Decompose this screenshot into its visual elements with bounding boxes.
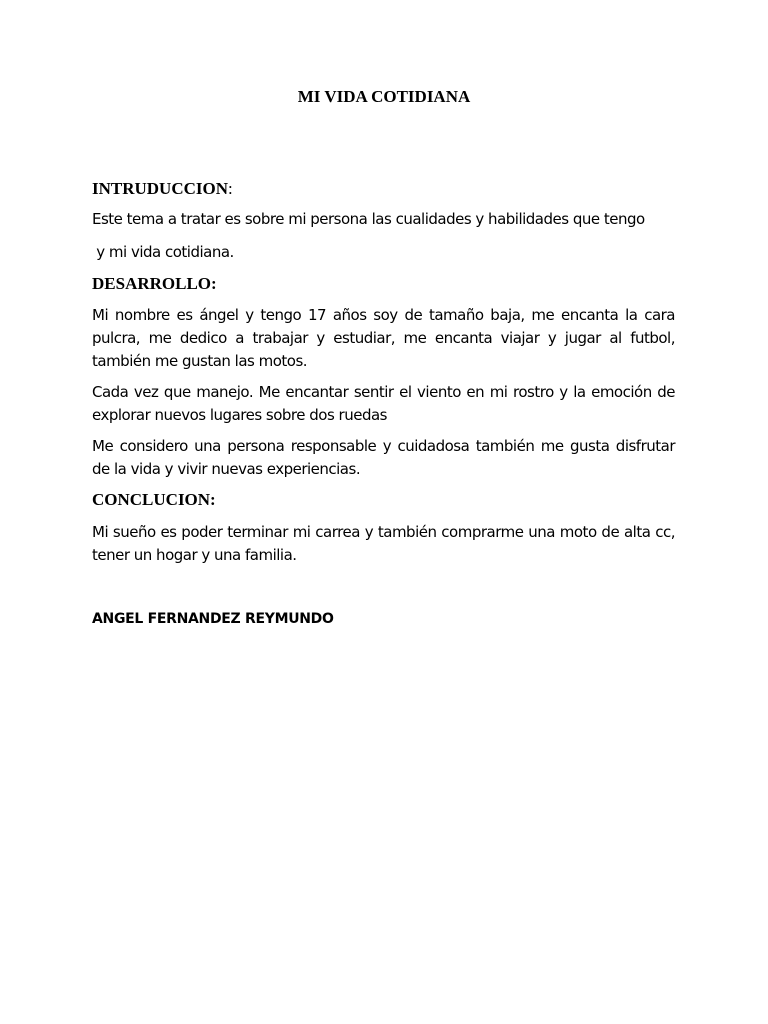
conclusion-heading: CONCLUCION: bbox=[92, 490, 216, 509]
intro-heading bbox=[92, 178, 233, 200]
intro-line-1: Este tema a tratar es sobre mi persona las cualidades y habilidades que tengo bbox=[92, 210, 645, 228]
intro-heading-text: INTRUDUCCION bbox=[92, 179, 229, 198]
intro-heading-colon: : bbox=[228, 179, 233, 198]
author-signature: ANGEL FERNANDEZ REYMUNDO bbox=[92, 611, 334, 627]
conclusion-paragraph: Mi sueño es poder terminar mi carrea y también comprarme una moto de alta cc, tener un hogar y una familia. bbox=[92, 523, 675, 564]
document-title: MI VIDA COTIDIANA bbox=[297, 87, 471, 106]
development-paragraph-2: Cada vez que manejo. Me encantar sentir el viento en mi rostro y la emoción de explorar nuevos lugares sobre dos ruedas bbox=[92, 383, 675, 424]
development-heading: DESARROLLO: bbox=[92, 274, 217, 293]
development-paragraph-3: Me considero una persona responsable y cuidadosa también me gusta disfrutar de la vida y vivir nuevas experiencias. bbox=[92, 437, 675, 478]
development-paragraph-1: Mi nombre es ángel y tengo 17 años soy de tamaño baja, me encanta la cara pulcra, me dedico a trabajar y estudiar, me encanta viajar y jugar al futbol, también me gustan las motos. bbox=[92, 306, 675, 370]
intro-line-2: y mi vida cotidiana. bbox=[92, 243, 234, 261]
